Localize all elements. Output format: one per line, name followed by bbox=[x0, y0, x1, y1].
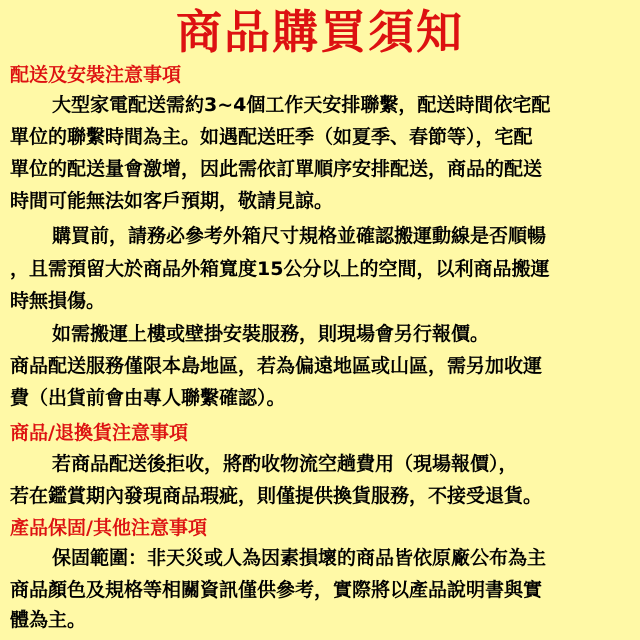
delivery-paragraph-line: 單位的配送量會激增，因此需依訂單順序安排配送，商品的配送 bbox=[10, 158, 543, 180]
section-heading-returns: 商品/退換貨注意事項 bbox=[10, 422, 188, 444]
warranty-paragraph-line: 體為主。 bbox=[10, 609, 87, 631]
delivery-paragraph-line: 單位的聯繫時間為主。如遇配送旺季（如夏季、春節等），宅配 bbox=[10, 126, 533, 148]
warranty-paragraph-line: 商品顏色及規格等相關資訊僅供參考，實際將以產品說明書與實 bbox=[10, 579, 543, 601]
delivery-paragraph-line: 時間可能無法如客戶預期，敬請見諒。 bbox=[10, 190, 334, 212]
delivery-paragraph-line: ，且需預留大於商品外箱寬度15公分以上的空間，以利商品搬運 bbox=[10, 258, 550, 280]
returns-paragraph-line: 若商品配送後拒收，將酌收物流空趟費用（現場報價）， bbox=[52, 453, 518, 475]
delivery-paragraph-line: 費（出貨前會由專人聯繫確認）。 bbox=[10, 387, 286, 409]
section-heading-delivery: 配送及安裝注意事項 bbox=[10, 64, 182, 86]
delivery-paragraph-line: 商品配送服務僅限本島地區，若為偏遠地區或山區，需另加收運 bbox=[10, 355, 543, 377]
warranty-paragraph-line: 保固範圍：非天災或人為因素損壞的商品皆依原廠公布為主 bbox=[52, 547, 547, 569]
section-heading-warranty: 產品保固/其他注意事項 bbox=[10, 517, 207, 539]
delivery-paragraph-line: 如需搬運上樓或壁掛安裝服務，則現場會另行報價。 bbox=[52, 323, 490, 345]
delivery-paragraph-line: 購買前，請務必參考外箱尺寸規格並確認搬運動線是否順暢 bbox=[52, 225, 547, 247]
returns-paragraph-line: 若在鑑賞期內發現商品瑕疵，則僅提供換貨服務，不接受退貨。 bbox=[10, 485, 543, 507]
delivery-paragraph-line: 時無損傷。 bbox=[10, 290, 106, 312]
delivery-paragraph-line: 大型家電配送需約3~4個工作天安排聯繫，配送時間依宅配 bbox=[52, 94, 551, 116]
page-title: 商品購買須知 bbox=[176, 5, 464, 59]
